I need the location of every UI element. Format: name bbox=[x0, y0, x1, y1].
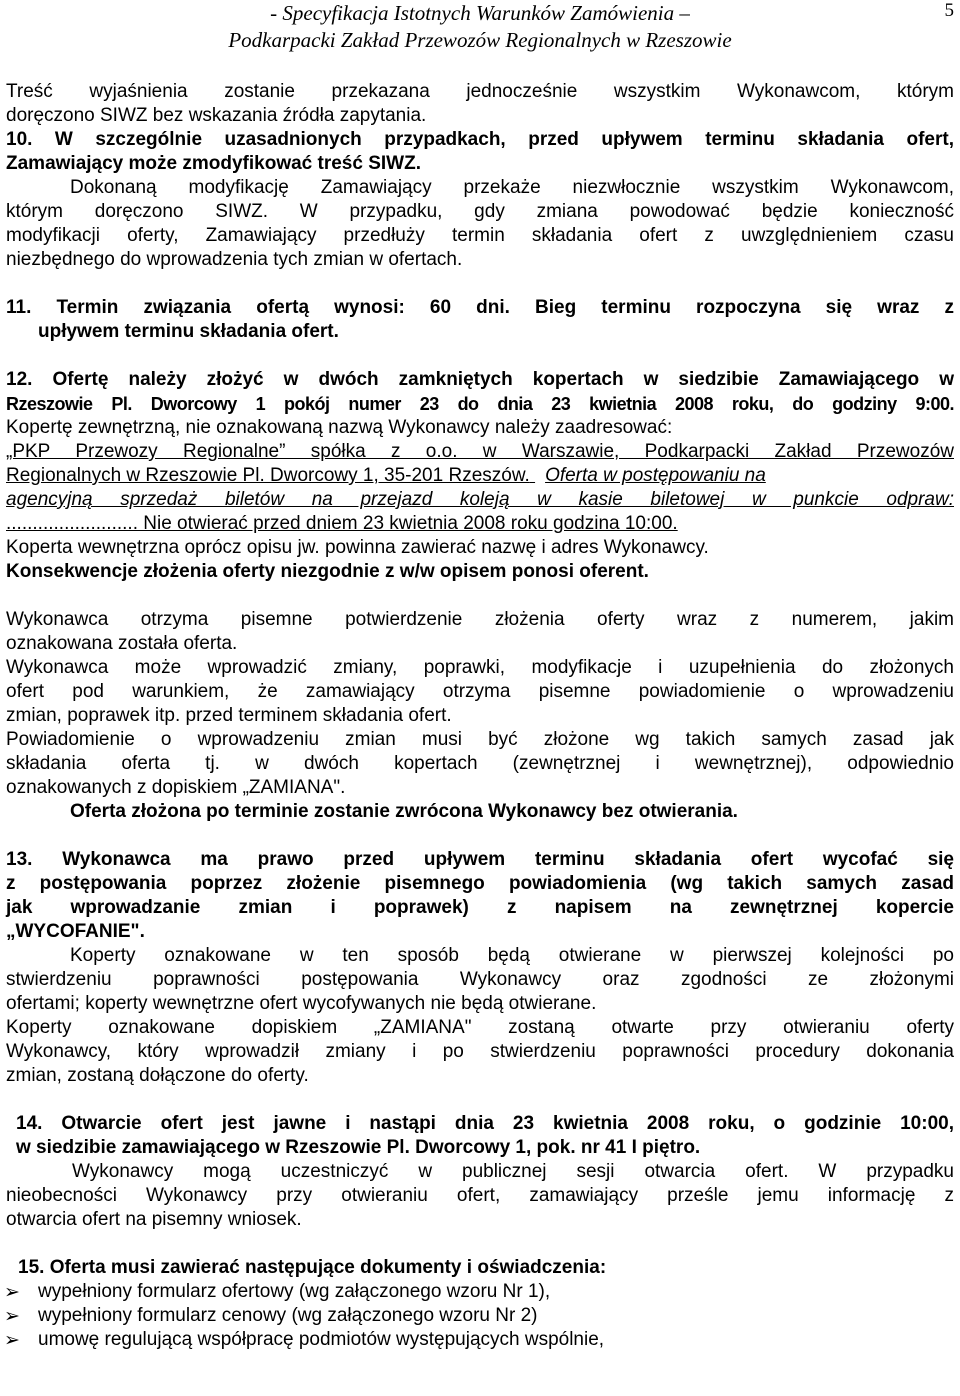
paragraph-line: niezbędnego do wprowadzenia tych zmian w ofertach. bbox=[6, 249, 463, 270]
section-11-heading-cont: upływem terminu składania ofert. bbox=[38, 321, 339, 342]
paragraph-line: Wykonawcy mogą uczestniczyć w publicznej sesji otwarcia ofert. W przypadku bbox=[72, 1161, 954, 1182]
paragraph-line: Wykonawca otrzyma pisemne potwierdzenie złożenia oferty wraz z numerem, jakim bbox=[6, 609, 954, 630]
arrow-bullet-icon: ➢ bbox=[4, 1281, 20, 1303]
paragraph-line: ofert pod warunkiem, że zamawiający otrzyma pisemne powiadomienie o wprowadzeniu bbox=[6, 681, 954, 702]
arrow-bullet-icon: ➢ bbox=[4, 1305, 20, 1327]
section-13-heading-cont: jak wprowadzanie zmian i poprawek) z napisem na zewnętrznej kopercie bbox=[6, 897, 954, 918]
section-10-heading: 10. W szczególnie uzasadnionych przypadkach, przed upływem terminu składania ofert, bbox=[6, 129, 954, 150]
paragraph-line: Koperty oznakowane w ten sposób będą otwierane w pierwszej kolejności po bbox=[70, 945, 954, 966]
section-12-heading: 12. Ofertę należy złożyć w dwóch zamkniętych kopertach w siedzibie Zamawiającego w bbox=[6, 369, 954, 390]
paragraph-line: otwarcia ofert na pisemny wniosek. bbox=[6, 1209, 302, 1230]
late-offer-line: Oferta złożona po terminie zostanie zwrócona Wykonawcy bez otwierania. bbox=[70, 801, 738, 822]
offer-label-text: Oferta w postępowaniu na bbox=[545, 465, 766, 486]
section-11-heading: 11. Termin związania ofertą wynosi: 60 dni. Bieg terminu rozpoczyna się wraz z bbox=[6, 297, 954, 318]
section-13-heading-cont: z postępowania poprzez złożenie pisemnego powiadomienia (wg takich samych zasad bbox=[6, 873, 954, 894]
consequences-line: Konsekwencje złożenia oferty niezgodnie z w/w opisem ponosi oferent. bbox=[6, 561, 649, 582]
paragraph-line: doręczono SIWZ bez wskazania źródła zapytania. bbox=[6, 105, 427, 126]
paragraph-line: Powiadomienie o wprowadzeniu zmian musi być złożone wg takich samych zasad jak bbox=[6, 729, 954, 750]
paragraph-line: ofertami; koperty wewnętrzne ofert wycofywanych nie będą otwierane. bbox=[6, 993, 597, 1014]
paragraph-line: Koperty oznakowane dopiskiem „ZAMIANA" zostaną otwarte przy otwieraniu oferty bbox=[6, 1017, 954, 1038]
header-line-2: Podkarpacki Zakład Przewozów Regionalnych w Rzeszowie bbox=[228, 28, 732, 52]
paragraph-line: którym doręczono SIWZ. W przypadku, gdy zmiana powodować będzie konieczność bbox=[6, 201, 954, 222]
paragraph-line: oznakowana została oferta. bbox=[6, 633, 238, 654]
section-13-heading: 13. Wykonawca ma prawo przed upływem terminu składania ofert wycofać się bbox=[6, 849, 954, 870]
paragraph-line: Kopertę zewnętrzną, nie oznakowaną nazwą Wykonawcy należy zaadresować: bbox=[6, 417, 673, 438]
section-14-heading: 14. Otwarcie ofert jest jawne i nastąpi dnia 23 kwietnia 2008 roku, o godzinie 10:00, bbox=[16, 1113, 954, 1134]
list-item: umowę regulującą współpracę podmiotów występujących wspólnie, bbox=[38, 1329, 605, 1350]
paragraph-line: składania oferta tj. w dwóch kopertach (zewnętrznej i wewnętrznej), odpowiednio bbox=[6, 753, 954, 774]
header-line-1: - Specyfikacja Istotnych Warunków Zamówienia – bbox=[270, 1, 690, 25]
arrow-bullet-icon: ➢ bbox=[4, 1329, 20, 1351]
paragraph-line: Wykonawca może wprowadzić zmiany, poprawki, modyfikacje i uzupełnienia do złożonych bbox=[6, 657, 954, 678]
do-not-open-line: ......................... Nie otwierać przed dniem 23 kwietnia 2008 roku godzina 10:00. bbox=[6, 513, 678, 534]
paragraph-line: Treść wyjaśnienia zostanie przekazana jednocześnie wszystkim Wykonawcom, którym bbox=[6, 81, 954, 102]
paragraph-line: modyfikacji oferty, Zamawiający przedłuży termin składania ofert z uwzględnieniem czasu bbox=[6, 225, 954, 246]
address-line: „PKP Przewozy Regionalne” spółka z o.o. w Warszawie, Podkarpacki Zakład Przewozów bbox=[6, 441, 954, 462]
section-13-heading-cont: „WYCOFANIE". bbox=[6, 921, 145, 942]
paragraph-line: stwierdzeniu poprawności postępowania Wykonawcy oraz zgodności ze złożonymi bbox=[6, 969, 954, 990]
paragraph-line: nieobecności Wykonawcy przy otwieraniu ofert, zamawiający prześle jemu informację z bbox=[6, 1185, 954, 1206]
section-12-heading-cont: Rzeszowie Pl. Dworcowy 1 pokój numer 23 do dnia 23 kwietnia 2008 roku, do godziny 9:00. bbox=[6, 394, 954, 414]
address-line bbox=[6, 464, 954, 488]
paragraph-line: zmian, zostaną dołączone do oferty. bbox=[6, 1065, 309, 1086]
list-item: wypełniony formularz cenowy (wg załączonego wzoru Nr 2) bbox=[38, 1305, 538, 1326]
paragraph-line: Wykonawcy, który wprowadził zmiany i po stwierdzeniu poprawności procedury dokonania bbox=[6, 1041, 954, 1062]
section-15-heading: 15. Oferta musi zawierać następujące dokumenty i oświadczenia: bbox=[18, 1257, 607, 1278]
paragraph-line: zmian, poprawek itp. przed terminem składania ofert. bbox=[6, 705, 452, 726]
list-item: wypełniony formularz ofertowy (wg załączonego wzoru Nr 1), bbox=[38, 1281, 551, 1302]
paragraph-line: oznakowanych z dopiskiem „ZAMIANA". bbox=[6, 777, 346, 798]
section-10-heading-cont: Zamawiający może zmodyfikować treść SIWZ. bbox=[6, 153, 421, 174]
paragraph-line: Dokonaną modyfikację Zamawiający przekaże niezwłocznie wszystkim Wykonawcom, bbox=[70, 177, 954, 198]
address-text: Regionalnych w Rzeszowie Pl. Dworcowy 1, 35-201 Rzeszów. bbox=[6, 465, 530, 486]
section-14-heading-cont: w siedzibie zamawiającego w Rzeszowie Pl. Dworcowy 1, pok. nr 41 I piętro. bbox=[16, 1137, 701, 1158]
offer-label-line: agencyjną sprzedaż biletów na przejazd koleją w kasie biletowej w punkcie odpraw: bbox=[6, 489, 954, 510]
page-number: 5 bbox=[944, 0, 954, 21]
paragraph-line: Koperta wewnętrzna oprócz opisu jw. powinna zawierać nazwę i adres Wykonawcy. bbox=[6, 537, 709, 558]
